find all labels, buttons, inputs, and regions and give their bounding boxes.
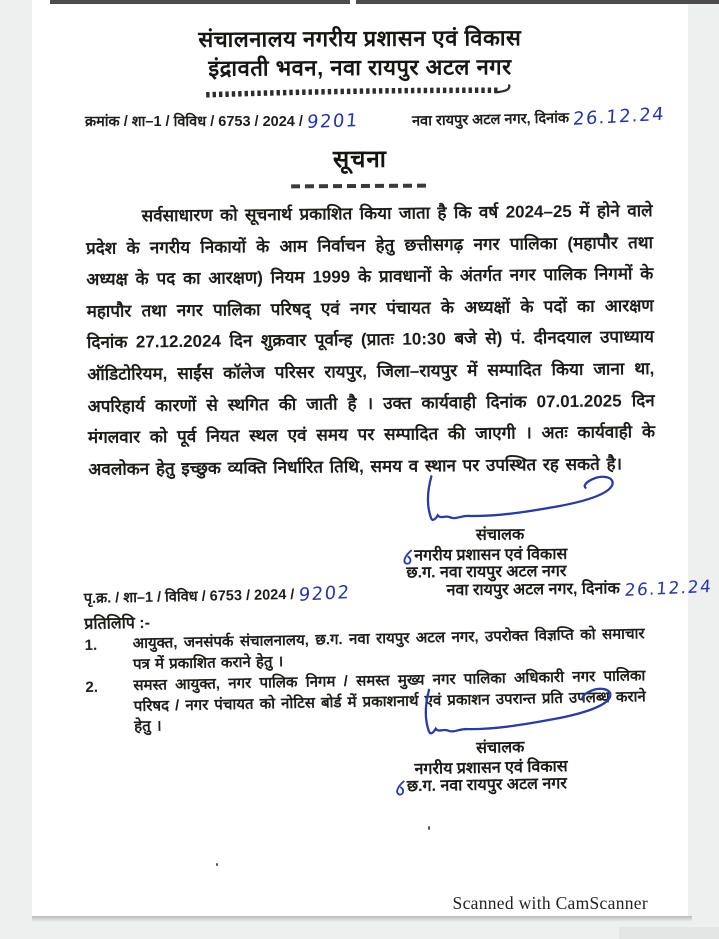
signature-flourish-icon	[393, 780, 407, 797]
signatory-department: नगरीय प्रशासन एवं विकास	[414, 757, 568, 778]
camscanner-watermark: Scanned with CamScanner	[452, 893, 648, 913]
title-dashed-underline	[291, 184, 429, 188]
signature-ink-2	[409, 683, 640, 741]
copy-item-number: 2.	[85, 678, 99, 696]
signature-block-2	[369, 682, 701, 797]
page-bottom-shadow	[32, 916, 692, 922]
notice-title-block	[32, 140, 688, 189]
endorsement-number-handwritten: 9202	[297, 581, 351, 606]
letterhead-address: इंद्रावती भवन, नवा रायपुर अटल नगर	[208, 54, 512, 81]
place-and-date	[412, 105, 666, 131]
scan-speck	[428, 826, 430, 830]
copy-item-number: 1.	[84, 636, 98, 655]
reference-number-handwritten: 9201	[306, 110, 360, 133]
signature-ink-1	[411, 471, 642, 527]
scan-edge-bar	[356, 0, 719, 4]
reference-number-printed: क्रमांक / शा–1 / विविध / 6753 / 2024 /	[85, 114, 303, 130]
scan-edge-bar	[50, 0, 350, 4]
signature-date-handwritten: 26.12.24	[623, 576, 713, 601]
signatory-organisation: छ.ग. नवा रायपुर अटल नगर	[407, 773, 701, 796]
copy-item-text: समस्त आयुक्त, नगर पालिक निगम / समस्त मुख्य नगर पालिका अधिकारी नगर पालिका परिषद / नगर पंचायत को नोटिस बोर्ड में प्रकाशनार्थ एवं प्रकाशन उपरान्त प्रति उपलब्ध कराने हेतु ।	[133, 667, 646, 736]
letterhead-underline-squiggle	[32, 83, 688, 106]
signature-place-printed: नवा रायपुर अटल नगर, दिनांक	[446, 579, 620, 599]
document-page	[32, 0, 713, 917]
reference-row	[32, 103, 688, 136]
copy-item-text: आयुक्त, जनसंपर्क संचालनालय, छ.ग. नवा रायपुर अटल नगर, उपरोक्त विज्ञप्ति को समाचार पत्र में प्रकाशित कराने हेतु ।	[132, 625, 645, 673]
copies-label: प्रतिलिपि :-	[84, 614, 151, 634]
scan-speck	[216, 863, 218, 866]
signatory-designation: संचालक	[475, 526, 525, 544]
place-date-printed: नवा रायपुर अटल नगर, दिनांक	[411, 110, 570, 130]
endorsement-number-printed: पृ.क्र. / शा–1 / विविध / 6753 / 2024 /	[83, 586, 295, 608]
scan-corner-smudge	[619, 927, 719, 939]
reference-number	[85, 111, 359, 132]
signatory-organisation: छ.ग. नवा रायपुर अटल नगर	[406, 562, 567, 582]
signatory-designation: संचालक	[475, 739, 525, 757]
signatory-department: नगरीय प्रशासन एवं विकास	[414, 544, 700, 564]
date-handwritten: 26.12.24	[572, 103, 666, 130]
letterhead	[32, 22, 688, 106]
notice-body: सर्वसाधारण को सूचनार्थ प्रकाशित किया जाता है कि वर्ष 2024–25 में होने वाले प्रदेश के नगरीय निकायों के आम निर्वाचन हेतु छत्तीसगढ़ नगर पालिका (महापौर तथा अध्यक्ष के पद का आरक्षण) नियम 1999 के प्रावधानों के अंतर्गत नगर पालिक निगमों के महापौर तथा नगर पालिका परिषद् एवं नगर पंचायत के अध्यक्षों के पदों का आरक्षण दिनांक 27.12.2024 दिन शुक्रवार पूर्वान्ह (प्रातः 10:30 बजे से) पं. दीनदयाल उपाध्याय ऑडिटोरियम, साईंस कॉलेज परिसर रायपुर, जिला–रायपुर में सम्पादित किया जाना था, अपरिहार्य कारणों से स्थगित की जाती है । उक्त कार्यवाही दिनांक 07.01.2025 दिन मंगलवार को पूर्व नियत स्थल एवं समय पर सम्पादित की जाएगी । अतः कार्यवाही के अवलोकन हेतु इच्छुक व्यक्ति निर्धारित तिथि, समय व स्थान पर उपस्थित रह सकते है।	[85, 201, 656, 479]
notice-title: सूचना	[332, 145, 388, 174]
letterhead-department: संचालनालय नगरीय प्रशासन एवं विकास	[198, 25, 522, 52]
